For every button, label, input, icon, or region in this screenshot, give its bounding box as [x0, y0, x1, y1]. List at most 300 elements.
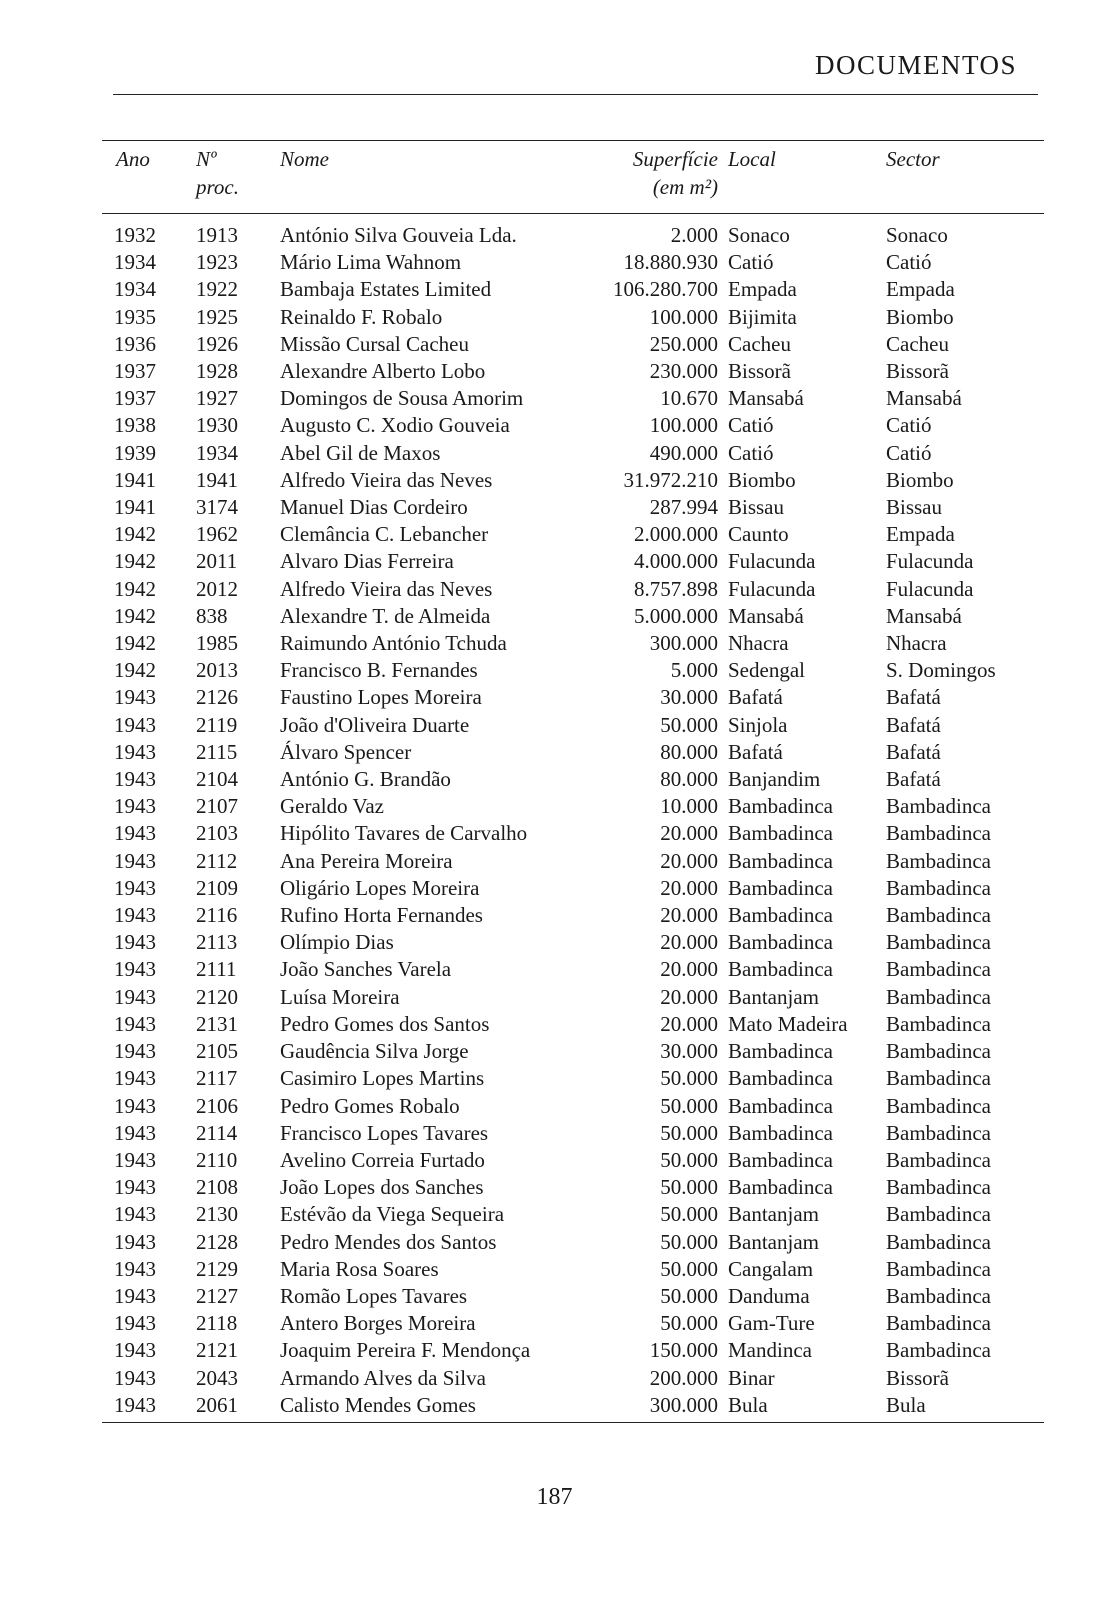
cell-sector: Catió: [886, 413, 932, 438]
cell-nome: Maria Rosa Soares: [280, 1256, 439, 1281]
cell-nome: Pedro Mendes dos Santos: [280, 1229, 497, 1254]
cell-proc: 2119: [196, 712, 238, 737]
cell-nome: Raimundo António Tchuda: [280, 631, 507, 656]
cell-nome: Francisco B. Fernandes: [280, 658, 478, 683]
cell-nome: Avelino Correia Furtado: [280, 1147, 485, 1172]
cell-proc: 1985: [196, 631, 238, 656]
cell-ano: 1943: [114, 848, 156, 873]
table-row: [102, 603, 1044, 630]
cell-ano: 1938: [114, 413, 156, 438]
cell-local: Bissorã: [728, 359, 791, 384]
table-row: [102, 875, 1044, 902]
cell-sector: Empada: [886, 277, 955, 302]
cell-ano: 1943: [114, 767, 156, 792]
cell-proc: 2103: [196, 821, 238, 846]
cell-sector: Bissau: [886, 495, 943, 520]
cell-proc: 1930: [196, 413, 238, 438]
cell-proc: 1934: [196, 440, 238, 465]
concessions-table: [102, 140, 1044, 1423]
cell-proc: 2114: [196, 1120, 238, 1145]
cell-ano: 1942: [114, 576, 156, 601]
cell-nome: Calisto Mendes Gomes: [280, 1392, 476, 1417]
cell-nome: Estévão da Viega Sequeira: [280, 1202, 505, 1227]
cell-proc: 1962: [196, 522, 238, 547]
cell-superficie: 300.000: [649, 631, 718, 656]
cell-ano: 1943: [114, 1066, 156, 1091]
cell-superficie: 106.280.700: [613, 277, 718, 302]
cell-sector: Bambadinca: [886, 1147, 991, 1172]
cell-local: Mandinca: [728, 1338, 812, 1363]
cell-superficie: 150.000: [649, 1338, 718, 1363]
cell-proc: 1923: [196, 250, 238, 275]
cell-proc: 2117: [196, 1066, 238, 1091]
cell-ano: 1934: [114, 250, 156, 275]
cell-superficie: 5.000: [670, 658, 718, 683]
cell-nome: Armando Alves da Silva: [280, 1365, 486, 1390]
cell-superficie: 50.000: [660, 1175, 718, 1200]
cell-nome: Francisco Lopes Tavares: [280, 1120, 489, 1145]
cell-nome: Rufino Horta Fernandes: [280, 903, 483, 928]
table-row: [102, 1392, 1044, 1423]
cell-sector: Bambadinca: [886, 1256, 991, 1281]
cell-local: Bantanjam: [728, 1202, 819, 1227]
table-row: [102, 249, 1044, 276]
cell-superficie: 31.972.210: [623, 467, 718, 492]
cell-superficie: 50.000: [660, 1229, 718, 1254]
cell-sector: Bambadinca: [886, 794, 991, 819]
cell-sector: Bafatá: [886, 767, 941, 792]
cell-ano: 1943: [114, 1175, 156, 1200]
cell-sector: Bafatá: [886, 685, 941, 710]
cell-nome: Reinaldo F. Robalo: [280, 304, 443, 329]
table-row: [102, 1065, 1044, 1092]
cell-proc: 2105: [196, 1039, 238, 1064]
column-header-sector: Sector: [886, 147, 940, 171]
cell-superficie: 50.000: [660, 1283, 718, 1308]
cell-superficie: 50.000: [660, 1120, 718, 1145]
cell-sector: Bambadinca: [886, 848, 991, 873]
table-row: [102, 276, 1044, 303]
cell-superficie: 10.670: [660, 386, 718, 411]
cell-local: Bambadinca: [728, 930, 833, 955]
cell-sector: Bissorã: [886, 359, 949, 384]
cell-superficie: 8.757.898: [634, 576, 718, 601]
cell-proc: 2120: [196, 984, 238, 1009]
cell-local: Empada: [728, 277, 797, 302]
cell-ano: 1943: [114, 1311, 156, 1336]
cell-nome: Antero Borges Moreira: [280, 1311, 476, 1336]
cell-nome: João d'Oliveira Duarte: [280, 712, 470, 737]
cell-nome: Pedro Gomes Robalo: [280, 1093, 460, 1118]
cell-ano: 1943: [114, 1392, 156, 1417]
cell-proc: 2110: [196, 1147, 238, 1172]
cell-superficie: 20.000: [660, 1011, 718, 1036]
cell-ano: 1936: [114, 331, 156, 356]
cell-proc: 1922: [196, 277, 238, 302]
cell-nome: Joaquim Pereira F. Mendonça: [280, 1338, 531, 1363]
cell-local: Biombo: [728, 467, 796, 492]
cell-proc: 2118: [196, 1311, 238, 1336]
cell-sector: Bambadinca: [886, 957, 991, 982]
cell-nome: António Silva Gouveia Lda.: [280, 223, 517, 247]
cell-proc: 2107: [196, 794, 238, 819]
cell-ano: 1943: [114, 1093, 156, 1118]
cell-proc: 2013: [196, 658, 238, 683]
cell-sector: Bafatá: [886, 739, 941, 764]
cell-ano: 1943: [114, 1039, 156, 1064]
cell-nome: Manuel Dias Cordeiro: [280, 495, 468, 520]
cell-proc: 2012: [196, 576, 238, 601]
column-header-ano: Ano: [116, 147, 150, 171]
cell-nome: Clemância C. Lebancher: [280, 522, 489, 547]
cell-sector: Bambadinca: [886, 1202, 991, 1227]
table-row: [102, 929, 1044, 956]
cell-superficie: 80.000: [660, 739, 718, 764]
cell-local: Nhacra: [728, 631, 789, 656]
cell-ano: 1943: [114, 930, 156, 955]
cell-superficie: 200.000: [649, 1365, 718, 1390]
cell-ano: 1943: [114, 821, 156, 846]
column-header-local: Local: [728, 147, 776, 171]
cell-sector: Bambadinca: [886, 821, 991, 846]
cell-ano: 1943: [114, 875, 156, 900]
cell-local: Bafatá: [728, 739, 783, 764]
cell-proc: 2116: [196, 903, 238, 928]
cell-nome: João Lopes dos Sanches: [280, 1175, 484, 1200]
cell-nome: Oligário Lopes Moreira: [280, 875, 480, 900]
table-row: [102, 1147, 1044, 1174]
cell-ano: 1935: [114, 304, 156, 329]
table-row: [102, 1201, 1044, 1228]
cell-local: Mato Madeira: [728, 1011, 848, 1036]
table-row: [102, 1038, 1044, 1065]
column-header-proc: Nº proc.: [196, 147, 239, 199]
cell-nome: Alexandre T. de Almeida: [280, 603, 491, 628]
cell-nome: Mário Lima Wahnom: [280, 250, 462, 275]
cell-nome: Augusto C. Xodio Gouveia: [280, 413, 510, 438]
cell-sector: Catió: [886, 250, 932, 275]
cell-local: Catió: [728, 250, 774, 275]
cell-sector: Bambadinca: [886, 1338, 991, 1363]
cell-local: Bambadinca: [728, 848, 833, 873]
cell-ano: 1941: [114, 495, 156, 520]
cell-sector: Bambadinca: [886, 984, 991, 1009]
cell-ano: 1943: [114, 1338, 156, 1363]
cell-superficie: 250.000: [649, 331, 718, 356]
cell-ano: 1939: [114, 440, 156, 465]
cell-local: Bambadinca: [728, 1175, 833, 1200]
table-header-row: [102, 141, 1044, 214]
table-row: [102, 793, 1044, 820]
cell-proc: 2126: [196, 685, 238, 710]
cell-nome: Missão Cursal Cacheu: [280, 331, 469, 356]
cell-ano: 1937: [114, 359, 156, 384]
cell-proc: 2011: [196, 549, 238, 574]
cell-superficie: 50.000: [660, 712, 718, 737]
cell-local: Catió: [728, 440, 774, 465]
table-row: [102, 1337, 1044, 1364]
cell-proc: 1925: [196, 304, 238, 329]
cell-superficie: 80.000: [660, 767, 718, 792]
cell-nome: Gaudência Silva Jorge: [280, 1039, 469, 1064]
cell-proc: 838: [196, 603, 228, 628]
table-row: [102, 956, 1044, 983]
cell-superficie: 20.000: [660, 984, 718, 1009]
cell-proc: 1926: [196, 331, 238, 356]
cell-ano: 1943: [114, 1011, 156, 1036]
table-row: [102, 576, 1044, 603]
cell-ano: 1943: [114, 712, 156, 737]
table-header: [102, 141, 1044, 214]
cell-local: Danduma: [728, 1283, 810, 1308]
cell-local: Mansabá: [728, 386, 804, 411]
cell-sector: Cacheu: [886, 331, 949, 356]
cell-nome: Hipólito Tavares de Carvalho: [280, 821, 528, 846]
cell-nome: Romão Lopes Tavares: [280, 1283, 468, 1308]
table-row: [102, 1310, 1044, 1337]
table-row: [102, 766, 1044, 793]
table-row: [102, 1120, 1044, 1147]
cell-nome: Alvaro Dias Ferreira: [280, 549, 454, 574]
cell-superficie: 50.000: [660, 1202, 718, 1227]
cell-ano: 1942: [114, 603, 156, 628]
cell-superficie: 20.000: [660, 930, 718, 955]
table-row: [102, 1229, 1044, 1256]
table-row: [102, 304, 1044, 331]
table-row: [102, 712, 1044, 739]
table-row: [102, 521, 1044, 548]
table-row: [102, 1283, 1044, 1310]
page-number: 187: [536, 1484, 573, 1510]
cell-local: Bambadinca: [728, 1093, 833, 1118]
cell-sector: Nhacra: [886, 631, 947, 656]
cell-sector: Biombo: [886, 304, 954, 329]
table-row: [102, 984, 1044, 1011]
cell-ano: 1932: [114, 223, 156, 247]
cell-proc: 1941: [196, 467, 238, 492]
cell-sector: Bambadinca: [886, 1175, 991, 1200]
cell-ano: 1942: [114, 549, 156, 574]
cell-local: Bambadinca: [728, 1066, 833, 1091]
table-row: [102, 385, 1044, 412]
cell-proc: 2112: [196, 848, 238, 873]
cell-local: Sinjola: [728, 712, 788, 737]
cell-local: Bambadinca: [728, 1147, 833, 1172]
cell-nome: Faustino Lopes Moreira: [280, 685, 482, 710]
cell-superficie: 50.000: [660, 1256, 718, 1281]
table-row: [102, 1011, 1044, 1038]
cell-ano: 1943: [114, 1120, 156, 1145]
cell-superficie: 100.000: [649, 304, 718, 329]
cell-proc: 1928: [196, 359, 238, 384]
cell-nome: Domingos de Sousa Amorim: [280, 386, 524, 411]
cell-sector: Bambadinca: [886, 1011, 991, 1036]
cell-nome: Casimiro Lopes Martins: [280, 1066, 485, 1091]
table-row: [102, 1365, 1044, 1392]
cell-local: Bambadinca: [728, 875, 833, 900]
cell-sector: Mansabá: [886, 386, 962, 411]
cell-local: Fulacunda: [728, 576, 816, 601]
table-row: [102, 657, 1044, 684]
concessions-table-container: [102, 140, 1030, 1423]
cell-nome: Olímpio Dias: [280, 930, 394, 955]
cell-local: Mansabá: [728, 603, 804, 628]
cell-local: Caunto: [728, 522, 789, 547]
cell-local: Bantanjam: [728, 984, 819, 1009]
cell-nome: Pedro Gomes dos Santos: [280, 1011, 490, 1036]
table-row: [102, 630, 1044, 657]
cell-superficie: 100.000: [649, 413, 718, 438]
cell-sector: Bambadinca: [886, 1283, 991, 1308]
cell-local: Fulacunda: [728, 549, 816, 574]
cell-nome: Alexandre Alberto Lobo: [280, 359, 486, 384]
cell-proc: 2111: [196, 957, 237, 982]
cell-sector: Bambadinca: [886, 1120, 991, 1145]
cell-local: Bambadinca: [728, 794, 833, 819]
cell-nome: Geraldo Vaz: [280, 794, 384, 819]
cell-local: Bambadinca: [728, 1039, 833, 1064]
cell-superficie: 20.000: [660, 957, 718, 982]
table-row: [102, 1174, 1044, 1201]
cell-ano: 1941: [114, 467, 156, 492]
cell-proc: 2130: [196, 1202, 238, 1227]
column-header-nome: Nome: [280, 147, 329, 171]
cell-nome: António G. Brandão: [280, 767, 451, 792]
table-row: [102, 548, 1044, 575]
cell-ano: 1943: [114, 903, 156, 928]
cell-proc: 2127: [196, 1283, 238, 1308]
cell-superficie: 20.000: [660, 903, 718, 928]
cell-nome: Ana Pereira Moreira: [280, 848, 453, 873]
cell-sector: S. Domingos: [886, 658, 996, 683]
cell-proc: 2131: [196, 1011, 238, 1036]
cell-superficie: 20.000: [660, 875, 718, 900]
cell-local: Bambadinca: [728, 821, 833, 846]
cell-proc: 2106: [196, 1093, 238, 1118]
cell-local: Bantanjam: [728, 1229, 819, 1254]
cell-proc: 1927: [196, 386, 238, 411]
cell-superficie: 30.000: [660, 685, 718, 710]
cell-local: Catió: [728, 413, 774, 438]
table-row: [102, 358, 1044, 385]
cell-local: Cangalam: [728, 1256, 814, 1281]
cell-local: Bijimita: [728, 304, 797, 329]
cell-local: Sedengal: [728, 658, 805, 683]
cell-local: Bissau: [728, 495, 785, 520]
cell-proc: 2128: [196, 1229, 238, 1254]
cell-local: Cacheu: [728, 331, 791, 356]
cell-sector: Bambadinca: [886, 1311, 991, 1336]
table-row: [102, 331, 1044, 358]
column-header-superficie: Superfície (em m²): [632, 147, 718, 199]
cell-nome: Álvaro Spencer: [280, 739, 412, 764]
table-row: [102, 494, 1044, 521]
cell-local: Sonaco: [728, 223, 790, 247]
cell-proc: 2115: [196, 739, 238, 764]
cell-sector: Bambadinca: [886, 1093, 991, 1118]
cell-superficie: 18.880.930: [623, 250, 718, 275]
cell-ano: 1943: [114, 739, 156, 764]
cell-sector: Bafatá: [886, 712, 941, 737]
cell-superficie: 300.000: [649, 1392, 718, 1417]
table-row: [102, 848, 1044, 875]
cell-sector: Catió: [886, 440, 932, 465]
cell-ano: 1943: [114, 984, 156, 1009]
cell-proc: 2104: [196, 767, 238, 792]
cell-nome: Luísa Moreira: [280, 984, 400, 1009]
cell-local: Banjandim: [728, 767, 821, 792]
cell-ano: 1943: [114, 1202, 156, 1227]
cell-nome: Alfredo Vieira das Neves: [280, 467, 493, 492]
cell-superficie: 5.000.000: [634, 603, 718, 628]
table-row: [102, 820, 1044, 847]
cell-ano: 1943: [114, 1283, 156, 1308]
cell-local: Bafatá: [728, 685, 783, 710]
cell-local: Bambadinca: [728, 903, 833, 928]
table-row: [102, 684, 1044, 711]
cell-proc: 2113: [196, 930, 238, 955]
cell-ano: 1943: [114, 1365, 156, 1390]
cell-proc: 2061: [196, 1392, 238, 1417]
table-row: [102, 440, 1044, 467]
cell-superficie: 20.000: [660, 848, 718, 873]
table-body: [102, 214, 1044, 1423]
table-row: [102, 412, 1044, 439]
table-row: [102, 739, 1044, 766]
cell-superficie: 50.000: [660, 1066, 718, 1091]
cell-local: Gam-Ture: [728, 1311, 815, 1336]
cell-ano: 1943: [114, 1256, 156, 1281]
cell-ano: 1942: [114, 658, 156, 683]
cell-ano: 1942: [114, 522, 156, 547]
cell-sector: Sonaco: [886, 223, 948, 247]
cell-local: Bula: [728, 1392, 768, 1417]
cell-superficie: 287.994: [649, 495, 718, 520]
cell-ano: 1943: [114, 1147, 156, 1172]
cell-proc: 2043: [196, 1365, 238, 1390]
cell-proc: 2109: [196, 875, 238, 900]
cell-superficie: 2.000: [670, 223, 718, 247]
cell-local: Bambadinca: [728, 957, 833, 982]
cell-superficie: 490.000: [649, 440, 718, 465]
cell-sector: Bambadinca: [886, 875, 991, 900]
cell-sector: Bambadinca: [886, 1229, 991, 1254]
cell-superficie: 2.000.000: [634, 522, 718, 547]
cell-proc: 2108: [196, 1175, 238, 1200]
cell-sector: Bambadinca: [886, 903, 991, 928]
cell-ano: 1943: [114, 685, 156, 710]
table-row: [102, 902, 1044, 929]
cell-sector: Fulacunda: [886, 549, 974, 574]
cell-ano: 1942: [114, 631, 156, 656]
cell-ano: 1943: [114, 957, 156, 982]
cell-sector: Biombo: [886, 467, 954, 492]
header-rule: [113, 94, 1038, 95]
cell-proc: 3174: [196, 495, 238, 520]
cell-superficie: 4.000.000: [634, 549, 718, 574]
cell-proc: 2121: [196, 1338, 238, 1363]
cell-superficie: 50.000: [660, 1311, 718, 1336]
cell-sector: Fulacunda: [886, 576, 974, 601]
cell-ano: 1943: [114, 794, 156, 819]
cell-superficie: 20.000: [660, 821, 718, 846]
cell-sector: Bambadinca: [886, 1039, 991, 1064]
cell-sector: Bambadinca: [886, 1066, 991, 1091]
running-header: DOCUMENTOS: [814, 50, 1017, 80]
table-row: [102, 214, 1044, 250]
cell-sector: Bambadinca: [886, 930, 991, 955]
cell-ano: 1937: [114, 386, 156, 411]
